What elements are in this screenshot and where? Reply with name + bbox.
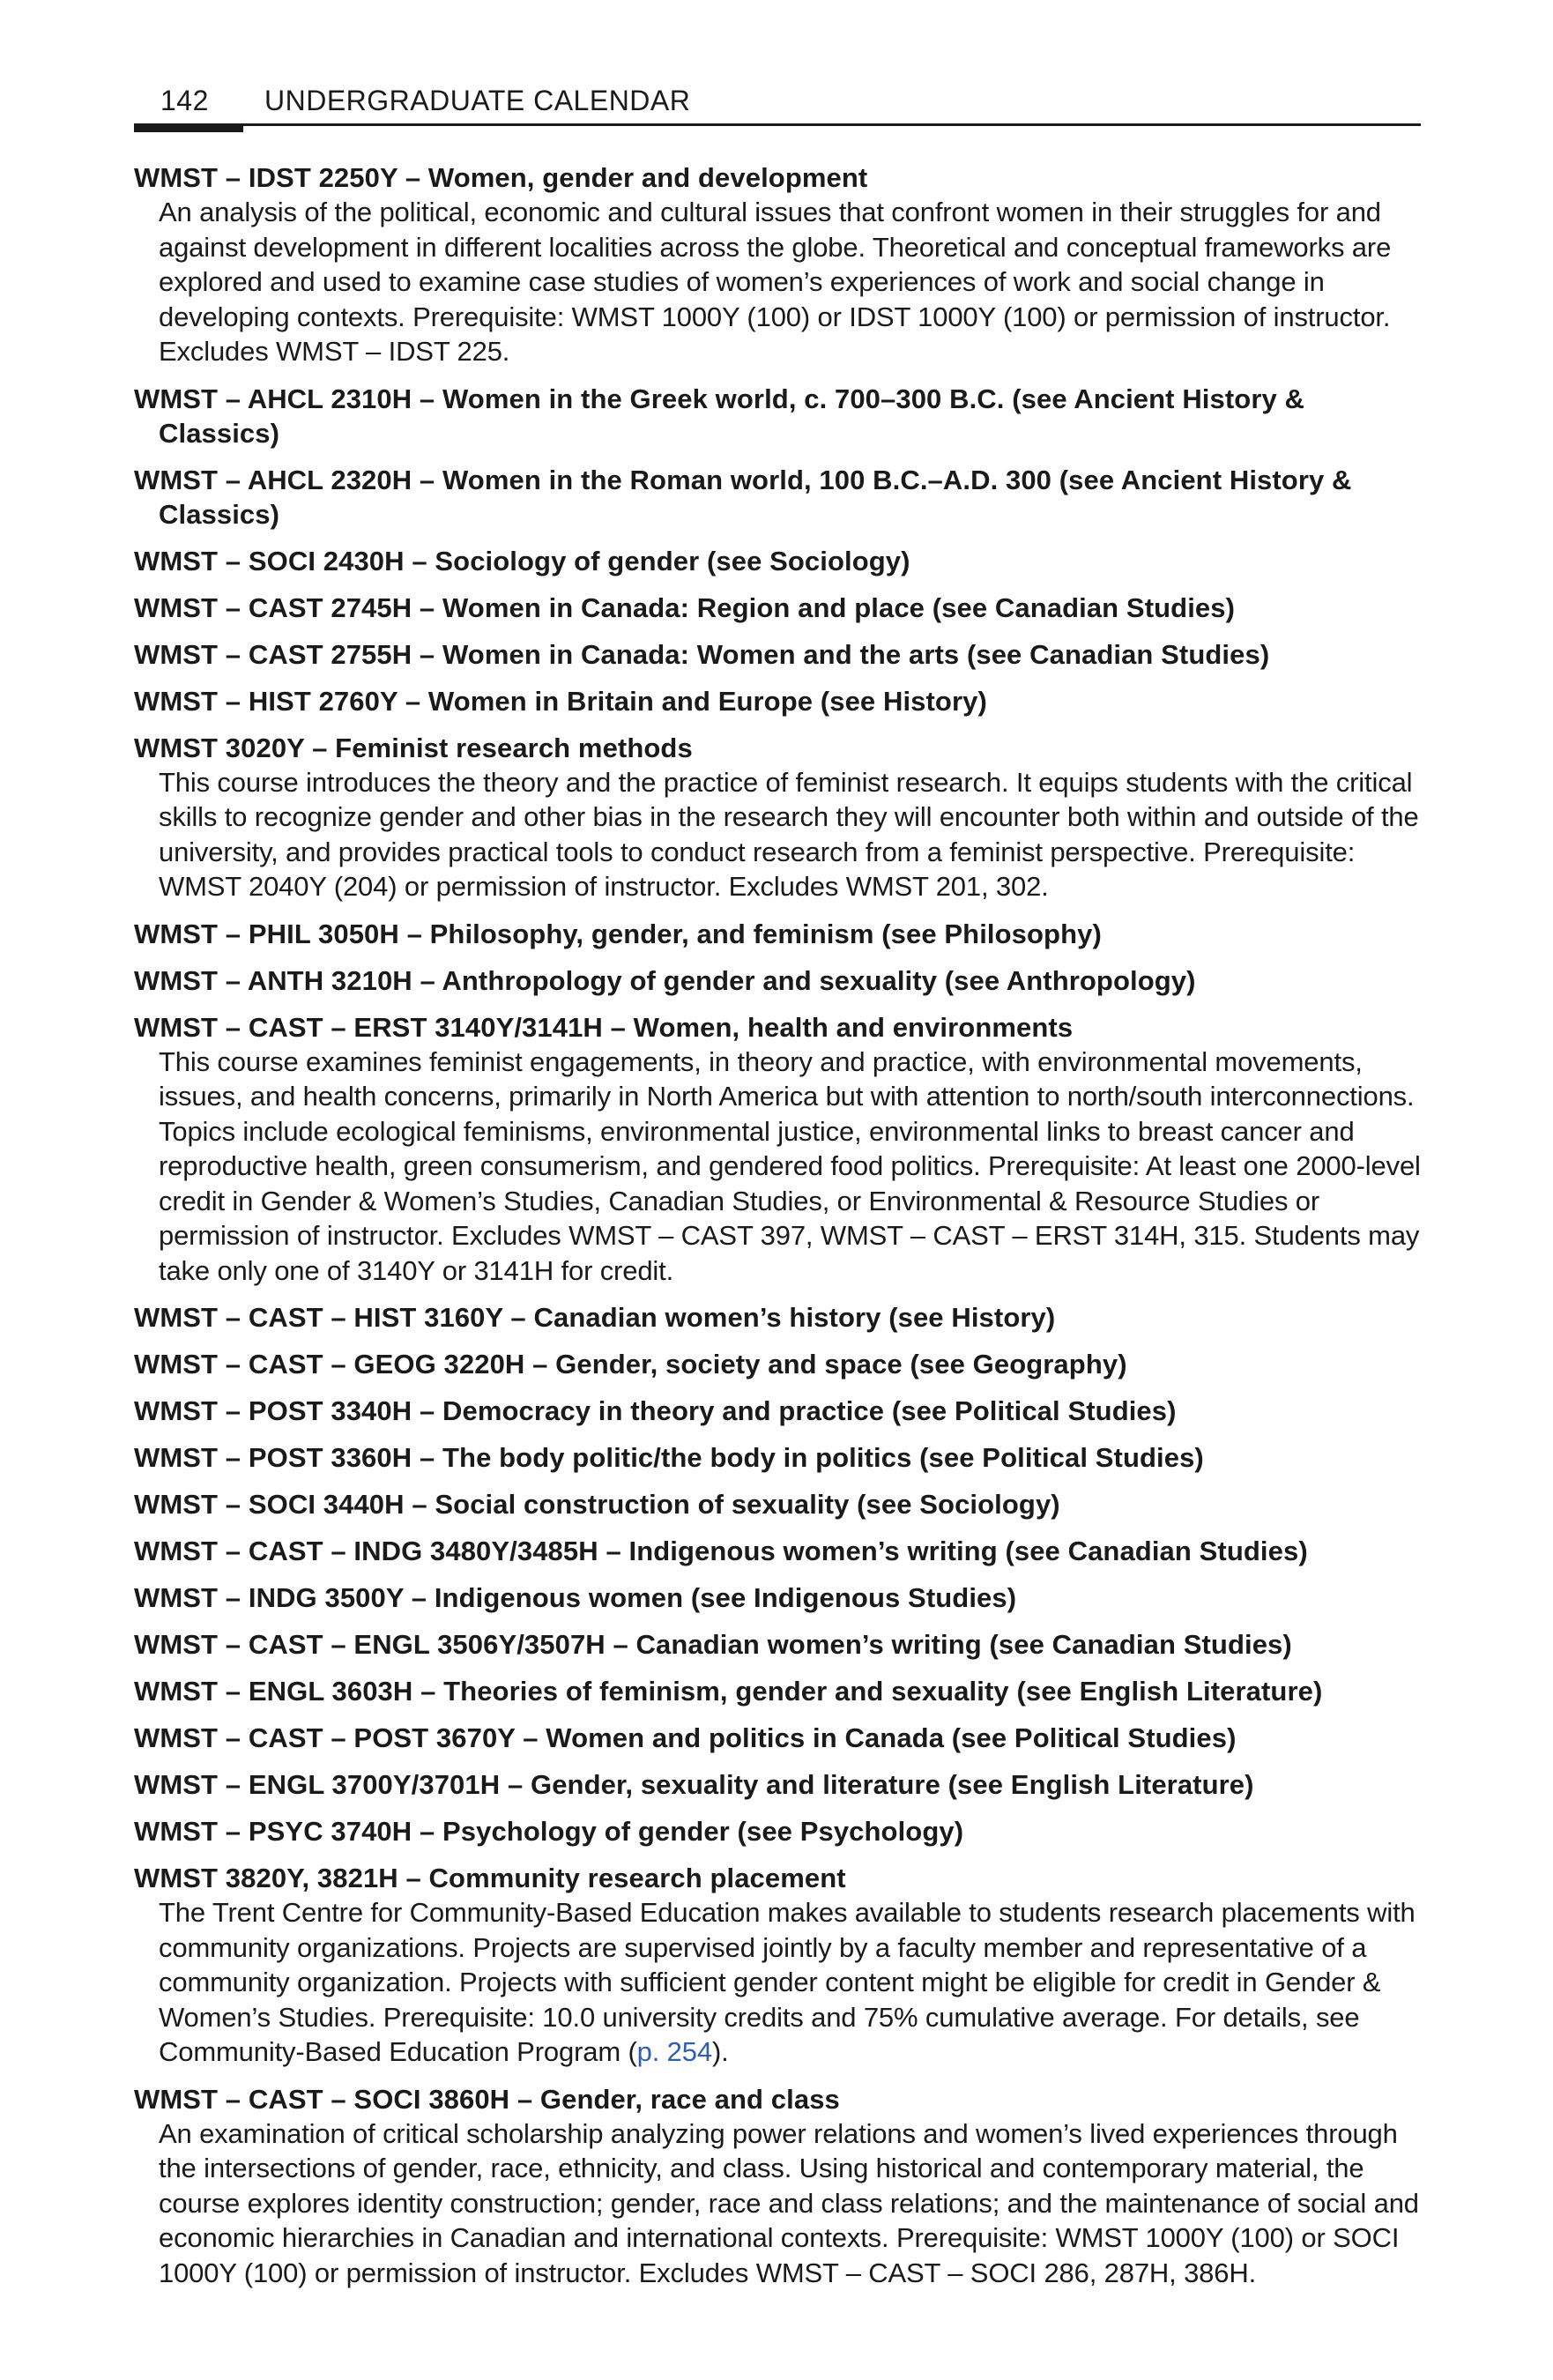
running-head: UNDERGRADUATE CALENDAR: [264, 85, 691, 116]
course-title: WMST – ENGL 3700Y/3701H – Gender, sexuality and literature (see English Literature): [134, 1769, 1254, 1800]
course-title: WMST – PSYC 3740H – Psychology of gender (see Psychology): [134, 1816, 964, 1847]
course-description: An analysis of the political, economic and cultural issues that confront women in their struggles for and against development in different localities across the globe. Theoretical and conceptual frameworks are explored and used to examine case studies of women’s experiences of work and social change in developing contexts. Prerequisite: WMST 1000Y (100) or IDST 1000Y (100) or permission of instructor. Excludes WMST – IDST 225.: [159, 197, 1392, 367]
course-title: WMST 3820Y, 3821H – Community research placement: [134, 1863, 846, 1893]
course-title: WMST – SOCI 2430H – Sociology of gender (see Sociology): [134, 545, 910, 576]
course-entry-wmst-cast-soci-3860h: [134, 2082, 1421, 2291]
course-description: This course examines feminist engagements, in theory and practice, with environmental movements, issues, and health concerns, primarily in North America but with attention to north/south interconnections. Topics include ecological feminisms, environmental justice, environmental links to breast cancer and reproductive health, green consumerism, and gendered food politics. Prerequisite: At least one 2000-level credit in Gender & Women’s Studies, Canadian Studies, or Environmental & Resource Studies or permission of instructor. Excludes WMST – CAST 397, WMST – CAST – ERST 314H, 315. Students may take only one of 3140Y or 3141H for credit.: [159, 1045, 1421, 1286]
course-title: WMST – CAST – POST 3670Y – Women and politics in Canada (see Political Studies): [134, 1722, 1237, 1753]
course-entry-wmst-engl-3603h: [134, 1674, 1421, 1708]
course-title: WMST – CAST – HIST 3160Y – Canadian women’s history (see History): [134, 1302, 1056, 1333]
course-description-end: ).: [711, 2036, 729, 2067]
course-title: WMST – ANTH 3210H – Anthropology of gender and sexuality (see Anthropology): [134, 964, 1196, 996]
course-entry-wmst-cast-post-3670y: [134, 1721, 1421, 1755]
header-block: [134, 123, 243, 132]
course-entry-wmst-cast-geog-3220h: [134, 1347, 1421, 1381]
course-title: WMST – IDST 2250Y – Women, gender and development: [134, 162, 868, 193]
course-title: WMST – AHCL 2320H – Women in the Roman world, 100 B.C.–A.D. 300 (see Ancient History & Classics): [134, 464, 1352, 530]
course-title: WMST – POST 3360H – The body politic/the body in politics (see Political Studies): [134, 1442, 1204, 1473]
course-description: [134, 1895, 1421, 2070]
course-entry-wmst-anth-3210h: [134, 963, 1421, 998]
course-entry-wmst-cast-indg-3480y: [134, 1534, 1421, 1568]
course-entry-wmst-cast-2745h: [134, 591, 1421, 625]
course-title: WMST – ENGL 3603H – Theories of feminism, gender and sexuality (see English Literature): [134, 1676, 1323, 1707]
course-entry-wmst-3020y: [134, 731, 1421, 904]
course-entry-wmst-soci-2430h: [134, 544, 1421, 578]
course-title: WMST – CAST – SOCI 3860H – Gender, race and class: [134, 2083, 840, 2115]
course-title: WMST – CAST 2755H – Women in Canada: Women and the arts (see Canadian Studies): [134, 638, 1270, 670]
course-entry-wmst-cast-hist-3160y: [134, 1300, 1421, 1335]
course-title: WMST – CAST – INDG 3480Y/3485H – Indigenous women’s writing (see Canadian Studies): [134, 1536, 1308, 1566]
course-description: An examination of critical scholarship analyzing power relations and women’s lived experiences through the intersections of gender, race, ethnicity, and class. Using historical and contemporary material, the course explores identity construction; gender, race and class relations; and the maintenance of social and economic hierarchies in Canadian and international contexts. Prerequisite: WMST 1000Y (100) or SOCI 1000Y (100) or permission of instructor. Excludes WMST – CAST – SOCI 286, 287H, 386H.: [159, 2117, 1419, 2288]
page-number: 142: [160, 85, 209, 116]
course-entry-wmst-psyc-3740h: [134, 1814, 1421, 1848]
course-entry-wmst-indg-3500y: [134, 1580, 1421, 1615]
course-title: WMST – HIST 2760Y – Women in Britain and Europe (see History): [134, 685, 987, 717]
course-entry-wmst-cast-erst-3140y: [134, 1010, 1421, 1289]
course-title: WMST – PHIL 3050H – Philosophy, gender, and feminism (see Philosophy): [134, 918, 1102, 949]
course-title: WMST – SOCI 3440H – Social construction of sexuality (see Sociology): [134, 1489, 1060, 1520]
page-reference-link[interactable]: p. 254: [636, 2036, 712, 2067]
course-entry-wmst-engl-3700y: [134, 1767, 1421, 1802]
course-title: WMST – INDG 3500Y – Indigenous women (see Indigenous Studies): [134, 1582, 1017, 1613]
course-title: WMST – CAST 2745H – Women in Canada: Region and place (see Canadian Studies): [134, 591, 1236, 623]
page-header: [134, 85, 1421, 129]
header-rule: [134, 123, 1421, 126]
course-title: WMST – CAST – ENGL 3506Y/3507H – Canadian women’s writing (see Canadian Studies): [134, 1629, 1292, 1660]
course-description-text: The Trent Centre for Community-Based Education makes available to students research placements with community organizations. Projects are supervised jointly by a faculty member and representative of a community organization. Projects with sufficient gender content might be eligible for credit in Gender & Women’s Studies. Prerequisite: 10.0 university credits and 75% cumulative average. For details, see Community-Based Education Program (: [159, 1897, 1416, 2067]
course-entry-wmst-ahcl-2310h: [134, 382, 1421, 450]
course-entry-wmst-phil-3050h: [134, 917, 1421, 951]
course-entry-wmst-idst-2250y: [134, 160, 1421, 369]
course-description: This course introduces the theory and the practice of feminist research. It equips students with the critical skills to recognize gender and other bias in the research they will encounter both within and outside of the university, and provides practical tools to conduct research from a feminist perspective. Prerequisite: WMST 2040Y (204) or permission of instructor. Excludes WMST 201, 302.: [159, 766, 1419, 902]
course-entry-wmst-hist-2760y: [134, 684, 1421, 718]
course-entry-wmst-cast-engl-3506y: [134, 1627, 1421, 1662]
course-entry-wmst-post-3360h: [134, 1440, 1421, 1475]
course-list: [134, 160, 1421, 2302]
course-entry-wmst-ahcl-2320h: [134, 463, 1421, 532]
course-title: WMST – AHCL 2310H – Women in the Greek world, c. 700–300 B.C. (see Ancient History & Classics): [134, 383, 1305, 449]
course-entry-wmst-3820y: [134, 1861, 1421, 2070]
course-title: WMST 3020Y – Feminist research methods: [134, 732, 693, 763]
course-entry-wmst-cast-2755h: [134, 637, 1421, 672]
course-entry-wmst-soci-3440h: [134, 1487, 1421, 1521]
course-title: WMST – CAST – GEOG 3220H – Gender, society and space (see Geography): [134, 1349, 1127, 1380]
course-title: WMST – CAST – ERST 3140Y/3141H – Women, health and environments: [134, 1011, 1074, 1043]
course-entry-wmst-post-3340h: [134, 1394, 1421, 1428]
course-title: WMST – POST 3340H – Democracy in theory and practice (see Political Studies): [134, 1395, 1177, 1426]
